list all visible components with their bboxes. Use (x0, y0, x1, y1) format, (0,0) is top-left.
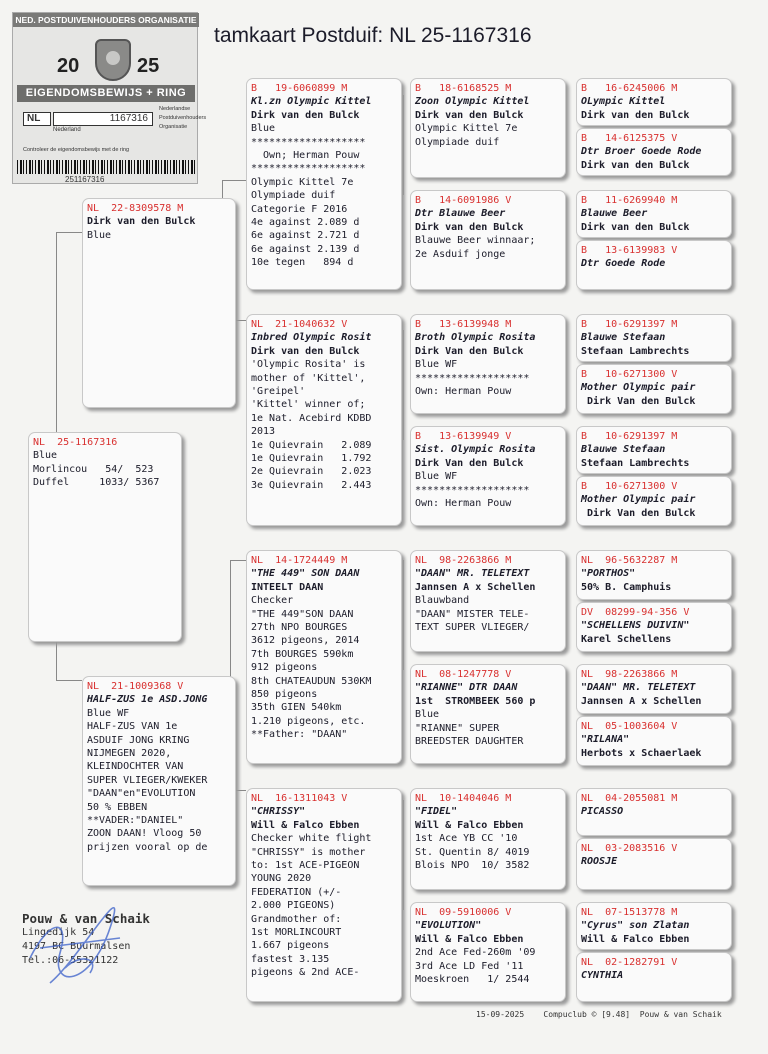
ring-id: NL 10-1404046 M (415, 793, 512, 804)
box-line: 1.210 pigeons, etc. (251, 715, 366, 727)
box-line: Own: Herman Pouw (415, 386, 512, 398)
breeder: Dirk van den Bulck (581, 109, 690, 121)
box-line: "CHRISSY" is mother (251, 846, 366, 858)
pigeon-name: "EVOLUTION" (415, 920, 482, 932)
pedigree-box-g4-4 (576, 240, 732, 290)
box-line: Duffel 1033/ 5367 (33, 477, 160, 489)
pedigree-box-g4-5 (576, 314, 732, 362)
box-line: ******************* (415, 372, 530, 384)
pedigree-box-g4-11 (576, 664, 732, 714)
pedigree-box-g4-9 (576, 550, 732, 600)
connector-line (56, 232, 82, 233)
box-line: ZOON DAAN! Vloog 50 (87, 828, 202, 840)
pedigree-box-g4-14 (576, 838, 732, 890)
pigeon-name: "SCHELLENS DUIVIN" (581, 620, 690, 632)
ring-year-right: 25 (137, 55, 160, 77)
pigeon-name: Sist. Olympic Rosita (415, 444, 536, 456)
pigeon-name: Zoon Olympic Kittel (415, 96, 530, 108)
pigeon-name: "DAAN" MR. TELETEXT (415, 568, 530, 580)
box-line: HALF-ZUS VAN 1e (87, 721, 178, 733)
box-line: 912 pigeons (251, 662, 318, 674)
box-line: BREEDSTER DAUGHTER (415, 736, 524, 748)
box-line: 1e Quievrain 2.089 (251, 439, 372, 451)
box-line: 'Olympic Rosita' is (251, 359, 366, 371)
pigeon-name: "FIDEL" (415, 806, 458, 818)
ring-id: B 10-6291397 M (581, 319, 678, 330)
breeder: Stefaan Lambrechts (581, 457, 690, 469)
breeder: Dirk van den Bulck (251, 109, 360, 121)
box-line: Blue (33, 450, 58, 462)
box-line: fastest 3.135 (251, 953, 330, 965)
breeder: Will & Falco Ebben (581, 933, 690, 945)
box-line: 'Kittel' winner of; (251, 399, 366, 411)
connector-line (403, 560, 404, 670)
breeder: Will & Falco Ebben (415, 819, 524, 831)
box-line: Blue (87, 229, 112, 241)
box-line: 1e Nat. Acebird KDBD (251, 412, 372, 424)
breeder: 50% B. Camphuis (581, 581, 672, 593)
ring-id: DV 08299-94-356 V (581, 607, 690, 618)
box-line: 35th GIEN 540km (251, 702, 342, 714)
box-line: 2nd Ace Fed-260m '09 (415, 947, 536, 959)
box-line: 27th NPO BOURGES (251, 622, 348, 634)
ring-id: NL 02-1282791 V (581, 957, 678, 968)
box-line: "RIANNE" SUPER (415, 722, 500, 734)
pigeon-name: Mother Olympic pair (581, 382, 696, 394)
box-line: pigeons & 2nd ACE- (251, 967, 360, 979)
connector-line (222, 180, 246, 181)
ring-id: NL 96-5632287 M (581, 555, 678, 566)
pigeon-name: "Cyrus" son Zlatan (581, 920, 690, 932)
ring-id: B 13-6139948 M (415, 319, 512, 330)
pigeon-name: PICASSO (581, 806, 624, 818)
pigeon-name: Blauwe Beer (581, 208, 648, 220)
ring-id: NL 08-1247778 V (415, 669, 512, 680)
pigeon-name: HALF-ZUS 1e ASD.JONG (87, 694, 208, 706)
pedigree-box-g4-10 (576, 602, 732, 652)
ring-id: NL 98-2263866 M (581, 669, 678, 680)
box-line: Blauwe Beer winnaar; (415, 235, 536, 247)
pedigree-box-g4-8 (576, 476, 732, 526)
pedigree-box-g4-1 (576, 78, 732, 126)
box-line: Blois NPO 10/ 3582 (415, 860, 530, 872)
box-line: 7th BOURGES 590km (251, 648, 354, 660)
ring-country-code: NL (23, 112, 51, 126)
pedigree-box-ssd (410, 190, 566, 290)
pedigree-box-dsd (410, 664, 566, 764)
pedigree-box-dds (410, 788, 566, 890)
box-line: 2e Quievrain 2.023 (251, 466, 372, 478)
pigeon-name: Blauwe Stefaan (581, 444, 666, 456)
box-line: 6e against 2.139 d (251, 243, 360, 255)
box-line: **Father: "DAAN" (251, 729, 348, 741)
pedigree-box-sire-sire (246, 78, 402, 290)
box-line: 10e tegen 894 d (251, 257, 354, 269)
box-line: TEXT SUPER VLIEGER/ (415, 622, 530, 634)
owner-phone: Tel.:06-55321122 (22, 955, 119, 966)
breeder: Dirk van den Bulck (581, 159, 690, 171)
box-line: KLEINDOCHTER VAN (87, 761, 184, 773)
breeder: 1st STROMBEEK 560 p (415, 695, 536, 707)
pedigree-box-g4-3 (576, 190, 732, 238)
pigeon-name: Blauwe Stefaan (581, 332, 666, 344)
pigeon-name: Dtr Goede Rode (581, 258, 666, 270)
breeder: Dirk van den Bulck (581, 221, 690, 233)
pedigree-box-sss (410, 78, 566, 178)
pedigree-box-dss (410, 550, 566, 652)
pedigree-box-sds (410, 314, 566, 414)
box-line: Blue (251, 123, 276, 135)
box-line: ASDUIF JONG KRING (87, 734, 190, 746)
breeder: Jannsen A x Schellen (581, 695, 702, 707)
pigeon-name: Mother Olympic pair (581, 494, 696, 506)
box-line: 2013 (251, 426, 276, 438)
ring-id: NL 07-1513778 M (581, 907, 678, 918)
ring-side-line: Postduivenhouders (159, 115, 207, 121)
pigeon-name: "THE 449" SON DAAN (251, 568, 360, 580)
page-title: tamkaart Postduif: NL 25-1167316 (214, 24, 532, 47)
pigeon-name: Dtr Broer Goede Rode (581, 146, 702, 158)
pedigree-box-g4-7 (576, 426, 732, 474)
box-line: prijzen vooral op de (87, 841, 208, 853)
box-line: Own; Herman Pouw (251, 150, 360, 162)
box-line: 'Greipel' (251, 386, 306, 398)
ring-id: NL 21-1040632 V (251, 319, 348, 330)
breeder: Dirk Van den Bulck (581, 395, 696, 407)
box-line: ******************* (415, 484, 530, 496)
pigeon-name: "PORTHOS" (581, 568, 636, 580)
ring-id: B 10-6271300 V (581, 369, 678, 380)
crest-icon (95, 39, 131, 81)
ring-id: NL 04-2055081 M (581, 793, 678, 804)
ring-org: NED. POSTDUIVENHOUDERS ORGANISATIE (13, 13, 199, 27)
box-line: Own: Herman Pouw (415, 498, 512, 510)
ring-banner: EIGENDOMSBEWIJS + RING (17, 85, 195, 102)
connector-line (403, 95, 404, 195)
box-line: 2e Asduif jonge (415, 248, 506, 260)
box-line: Morlincou 54/ 523 (33, 463, 154, 475)
ring-id: B 10-6291397 M (581, 431, 678, 442)
box-line: Olympiade duif (415, 136, 500, 148)
box-line: St. Quentin 8/ 4019 (415, 846, 530, 858)
breeder: Dirk van den Bulck (415, 221, 524, 233)
box-line: Olympic Kittel 7e (251, 176, 354, 188)
ring-id: B 16-6245006 M (581, 83, 678, 94)
ring-id: NL 09-5910006 V (415, 907, 512, 918)
barcode-text: 251167316 (65, 175, 105, 184)
pigeon-name: "CHRISSY" (251, 806, 306, 818)
pedigree-box-g4-6 (576, 364, 732, 414)
pedigree-box-subject (28, 432, 182, 642)
box-line: SUPER VLIEGER/KWEKER (87, 774, 208, 786)
box-line: NIJMEGEN 2020, (87, 748, 172, 760)
ring-side-line: Nederlandse (159, 106, 191, 112)
breeder: Will & Falco Ebben (415, 933, 524, 945)
box-line: 6e against 2.721 d (251, 230, 360, 242)
box-line: 850 pigeons (251, 689, 318, 701)
box-line: 1e Quievrain 1.792 (251, 453, 372, 465)
box-line: 3e Quievrain 2.443 (251, 479, 372, 491)
breeder: Dirk van den Bulck (251, 345, 360, 357)
box-line: Grandmother of: (251, 913, 342, 925)
ring-control-text: Controleer de eigendomsbewijs met de ring (23, 147, 130, 153)
ownership-certificate (12, 12, 207, 184)
box-line: **VADER:"DANIEL" (87, 815, 184, 827)
owner-address: Lingedijk 54 (22, 927, 95, 938)
box-line: Categorie F 2016 (251, 203, 348, 215)
ring-id: NL 21-1009368 V (87, 681, 184, 692)
box-line: Olympic Kittel 7e (415, 123, 518, 135)
pigeon-name: Dtr Blauwe Beer (415, 208, 506, 220)
ring-id: NL 14-1724449 M (251, 555, 348, 566)
ring-id: NL 22-8309578 M (87, 203, 184, 214)
breeder: Dirk Van den Bulck (415, 345, 524, 357)
box-line: 3612 pigeons, 2014 (251, 635, 360, 647)
box-line: Blauwband (415, 595, 470, 607)
pigeon-name: ROOSJE (581, 856, 618, 868)
box-line: 2.000 PIGEONS) (251, 900, 336, 912)
pedigree-box-dam (82, 676, 236, 886)
breeder: Stefaan Lambrechts (581, 345, 690, 357)
box-line: Checker (251, 595, 294, 607)
connector-line (403, 800, 404, 910)
breeder: INTEELT DAAN (251, 581, 324, 593)
ring-side-line: Organisatie (159, 124, 188, 130)
pedigree-box-g4-16 (576, 952, 732, 1002)
pigeon-name: "RIANNE" DTR DAAN (415, 682, 518, 694)
ring-id: B 14-6125375 V (581, 133, 678, 144)
pigeon-name: "RILANA" (581, 734, 630, 746)
breeder: Dirk Van den Bulck (581, 507, 696, 519)
pedigree-box-g4-12 (576, 716, 732, 766)
ring-id: NL 05-1003604 V (581, 721, 678, 732)
pedigree-box-g4-13 (576, 788, 732, 836)
box-line: Checker white flight (251, 833, 372, 845)
box-line: Olympiade duif (251, 190, 336, 202)
box-line: Blue (415, 709, 440, 721)
pedigree-box-sire-dam (246, 314, 402, 526)
ring-id: NL 03-2083516 V (581, 843, 678, 854)
box-line: mother of 'Kittel', (251, 372, 366, 384)
ring-country: Nederland (53, 127, 81, 133)
box-line: 4e against 2.089 d (251, 217, 360, 229)
box-line: 50 % EBBEN (87, 801, 148, 813)
box-line: Blue WF (415, 359, 458, 371)
box-line: Blue WF (415, 471, 458, 483)
box-line: FEDERATION (+/- (251, 886, 342, 898)
breeder: Jannsen A x Schellen (415, 581, 536, 593)
ring-year-left: 20 (57, 55, 80, 77)
breeder: Dirk van den Bulck (415, 109, 524, 121)
connector-line (403, 330, 404, 440)
pigeon-name: Broth Olympic Rosita (415, 332, 536, 344)
ring-id: NL 98-2263866 M (415, 555, 512, 566)
ring-id: B 10-6271300 V (581, 481, 678, 492)
box-line: "THE 449"SON DAAN (251, 608, 354, 620)
pedigree-box-g4-15 (576, 902, 732, 950)
connector-line (230, 560, 246, 561)
box-line: Moeskroen 1/ 2544 (415, 974, 530, 986)
pigeon-name: Kl.zn Olympic Kittel (251, 96, 372, 108)
box-line: 1st Ace YB CC '10 (415, 833, 518, 845)
breeder: Dirk Van den Bulck (415, 457, 524, 469)
connector-line (56, 680, 82, 681)
box-line: ******************* (251, 163, 366, 175)
ring-id: NL 25-1167316 (33, 437, 118, 448)
ring-side-text (159, 105, 206, 132)
ring-id: B 18-6168525 M (415, 83, 512, 94)
pigeon-name: "DAAN" MR. TELETEXT (581, 682, 696, 694)
ring-id: B 13-6139949 V (415, 431, 512, 442)
pedigree-box-sdd (410, 426, 566, 526)
ring-number: 1167316 (53, 112, 153, 126)
pedigree-box-g4-2 (576, 128, 732, 176)
pedigree-box-dam-sire (246, 550, 402, 764)
box-line: "DAAN"en"EVOLUTION (87, 788, 196, 800)
box-line: 8th CHATEAUDUN 530KM (251, 675, 372, 687)
pigeon-name: CYNTHIA (581, 970, 624, 982)
ring-id: NL 16-1311043 V (251, 793, 348, 804)
pedigree-box-ddd (410, 902, 566, 1002)
box-line: to: 1st ACE-PIGEON (251, 860, 360, 872)
pigeon-name: OLympic Kittel (581, 96, 666, 108)
print-footer: 15-09-2025 Compuclub © [9.48] Pouw & van Schaik (476, 1010, 722, 1019)
box-line: ******************* (251, 136, 366, 148)
box-line: Blue WF (87, 707, 130, 719)
owner-city: 4197 BC Buurmalsen (22, 941, 131, 952)
ring-id: B 14-6091986 V (415, 195, 512, 206)
breeder: Karel Schellens (581, 633, 672, 645)
pedigree-box-dam-dam (246, 788, 402, 1002)
ring-id: B 19-6060899 M (251, 83, 348, 94)
box-line: "DAAN" MISTER TELE- (415, 608, 530, 620)
breeder: Will & Falco Ebben (251, 819, 360, 831)
box-line: 1.667 pigeons (251, 940, 330, 952)
box-line: 1st MORLINCOURT (251, 927, 342, 939)
box-line: YOUNG 2020 (251, 873, 312, 885)
breeder: Dirk van den Bulck (87, 216, 196, 228)
ring-id: B 13-6139983 V (581, 245, 678, 256)
signature (20, 898, 140, 998)
box-line: 3rd Ace LD Fed '11 (415, 960, 524, 972)
ring-id: B 11-6269940 M (581, 195, 678, 206)
pedigree-box-sire (82, 198, 236, 408)
connector-line (56, 232, 57, 432)
breeder: Herbots x Schaerlaek (581, 747, 702, 759)
pigeon-name: Inbred Olympic Rosit (251, 332, 372, 344)
barcode (17, 160, 195, 174)
connector-line (56, 640, 57, 680)
owner-name: Pouw & van Schaik (22, 911, 150, 926)
